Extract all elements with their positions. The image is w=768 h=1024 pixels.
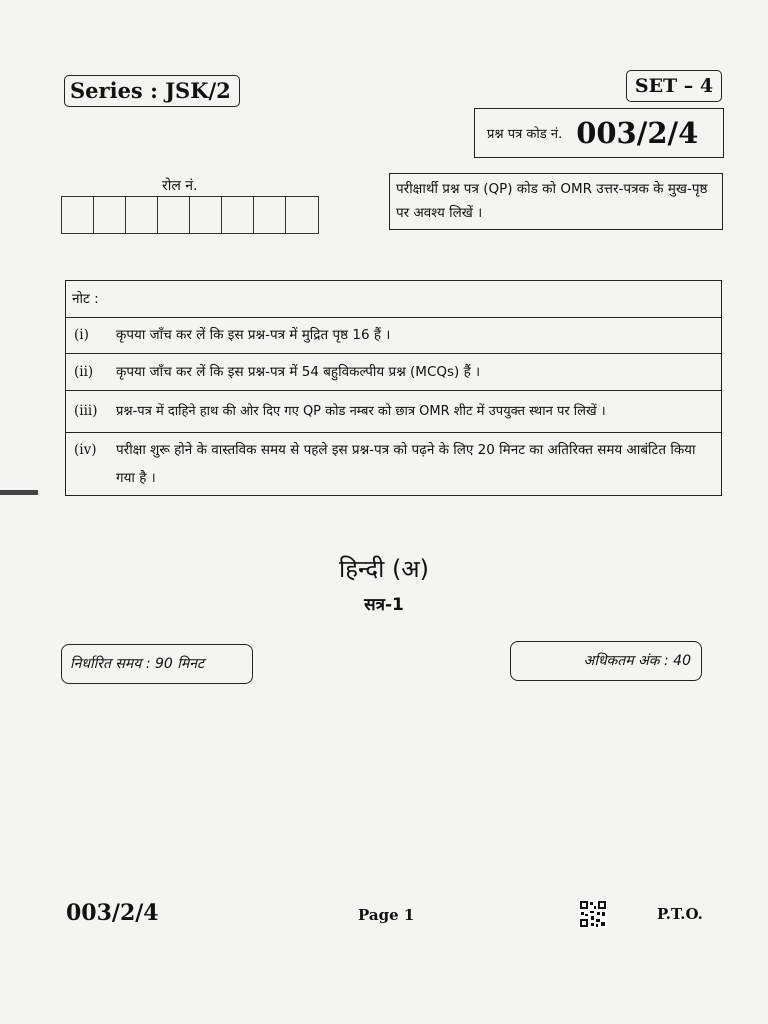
roll-number-label: रोल नं.: [162, 178, 198, 194]
page-number: Page 1: [358, 906, 415, 924]
note-text: कृपया जाँच कर लें कि इस प्रश्न-पत्र में मुद्रित पृष्ठ 16 हैं ।: [116, 327, 391, 343]
note-number: (iv): [74, 442, 97, 458]
roll-digit-box: [94, 197, 126, 233]
roll-digit-box: [286, 197, 318, 233]
note-item: [66, 391, 721, 433]
footer-qp-code: 003/2/4: [66, 900, 159, 926]
note-text: परीक्षा शुरू होने के वास्तविक समय से पहले इस प्रश्न-पत्र को पढ़ने के लिए 20 मिनट का अतिरिक्त समय आबंटित किया गया है ।: [116, 442, 696, 486]
roll-digit-box: [62, 197, 94, 233]
note-text: प्रश्न-पत्र में दाहिने हाथ की ओर दिए गए QP कोड नम्बर को छात्र OMR शीट में उपयुक्त स्थान पर लिखें ।: [116, 404, 606, 419]
qp-code-label: प्रश्न पत्र कोड नं.: [487, 127, 563, 142]
note-number: (ii): [74, 364, 94, 380]
maximum-marks: अधिकतम अंक : 40: [510, 641, 702, 681]
subject-title: हिन्दी (अ): [338, 555, 430, 583]
pto-label: P.T.O.: [657, 905, 703, 923]
roll-digit-box: [126, 197, 158, 233]
note-item: [66, 354, 721, 391]
roll-digit-box: [254, 197, 286, 233]
qp-code-value: 003/2/4: [576, 116, 699, 150]
note-number: (i): [74, 327, 89, 343]
session-label: सत्र-1: [364, 595, 404, 615]
notes-table: [65, 280, 722, 496]
roll-digit-box: [190, 197, 222, 233]
note-number: (iii): [74, 403, 98, 419]
qp-code-box: [474, 108, 724, 158]
time-allowed: निर्धारित समय : 90 मिनट: [61, 644, 253, 684]
series-label: Series : JSK/2: [64, 75, 240, 107]
note-item: [66, 433, 721, 495]
note-text: कृपया जाँच कर लें कि इस प्रश्न-पत्र में 54 बहुविकल्पीय प्रश्न (MCQs) हैं ।: [116, 364, 481, 380]
set-label: SET – 4: [626, 70, 722, 102]
notes-title: नोट :: [66, 281, 721, 318]
roll-number-boxes: [61, 196, 319, 234]
margin-mark: [0, 490, 38, 495]
roll-digit-box: [158, 197, 190, 233]
omr-instruction: परीक्षार्थी प्रश्न पत्र (QP) कोड को OMR उत्तर-पत्रक के मुख-पृष्ठ पर अवश्य लिखें ।: [389, 173, 723, 230]
roll-digit-box: [222, 197, 254, 233]
note-item: [66, 318, 721, 354]
qr-code-icon: [579, 900, 607, 928]
